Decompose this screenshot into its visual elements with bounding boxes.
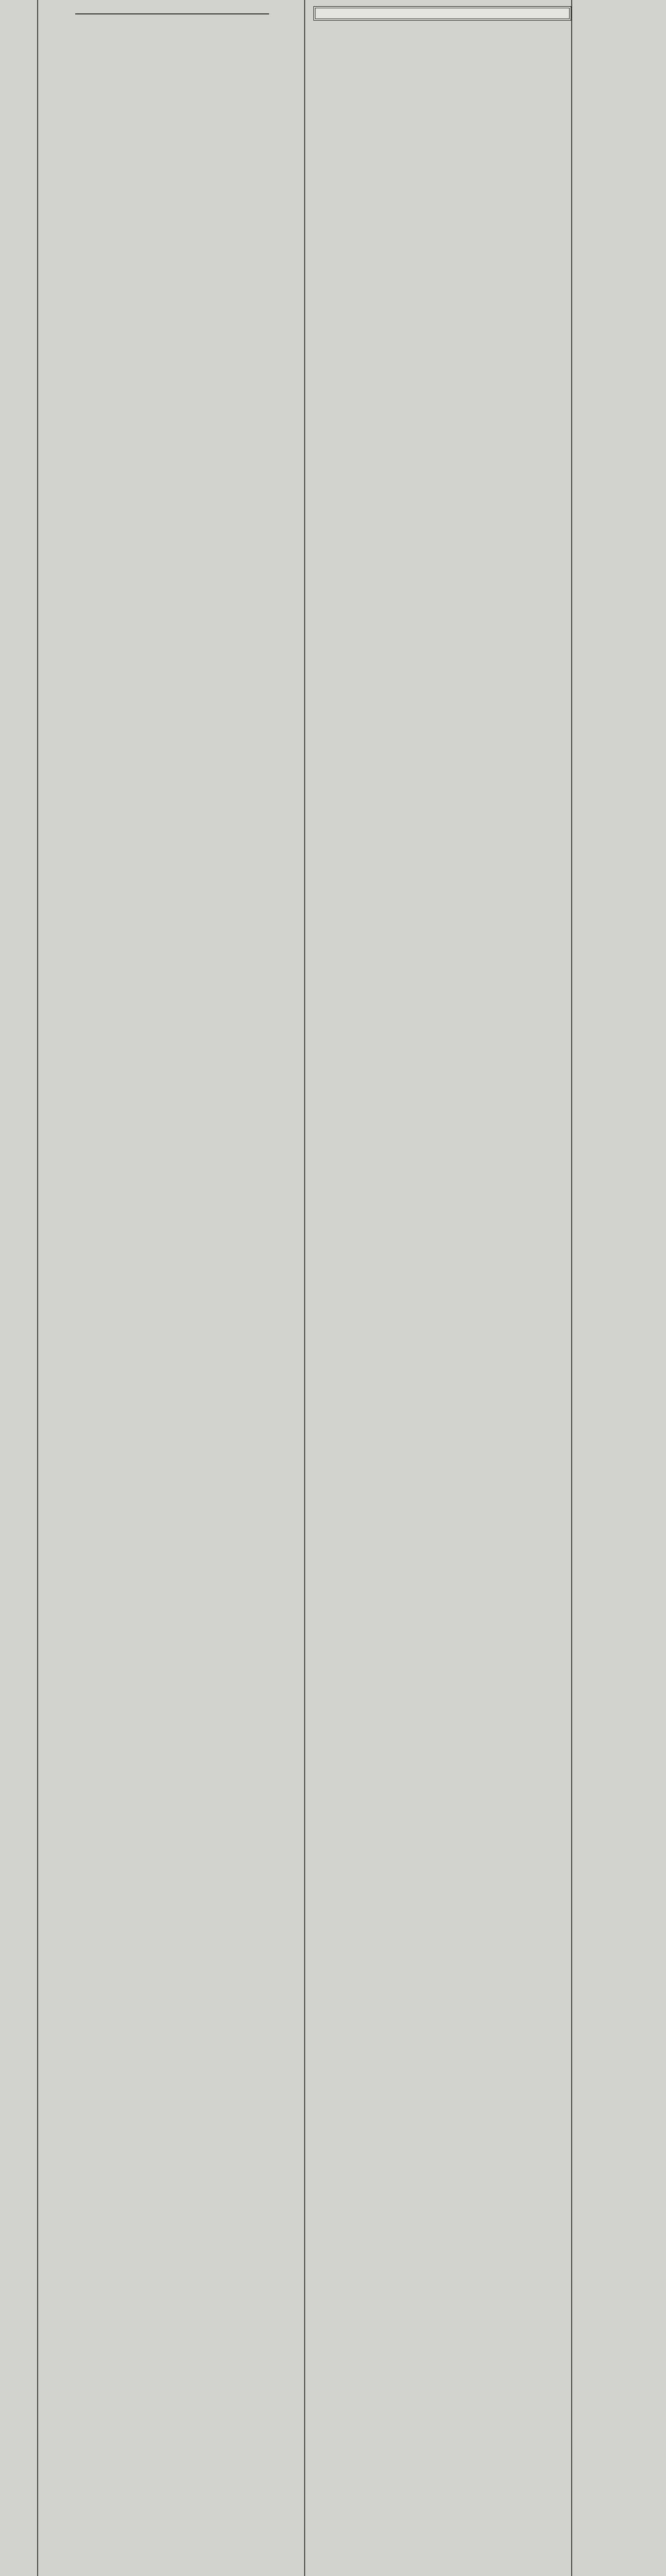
column-rule — [37, 0, 38, 2576]
favorite-remedy-advertisement — [313, 6, 571, 21]
column-rule — [571, 0, 572, 2576]
second-column — [309, 0, 575, 2576]
divider — [75, 13, 269, 14]
right-advertisement-strip — [575, 0, 666, 2576]
column-rule — [304, 0, 305, 2576]
column-title — [44, 0, 300, 7]
news-of-other-towns-column — [40, 0, 304, 2576]
left-column-fragment — [0, 0, 33, 2576]
